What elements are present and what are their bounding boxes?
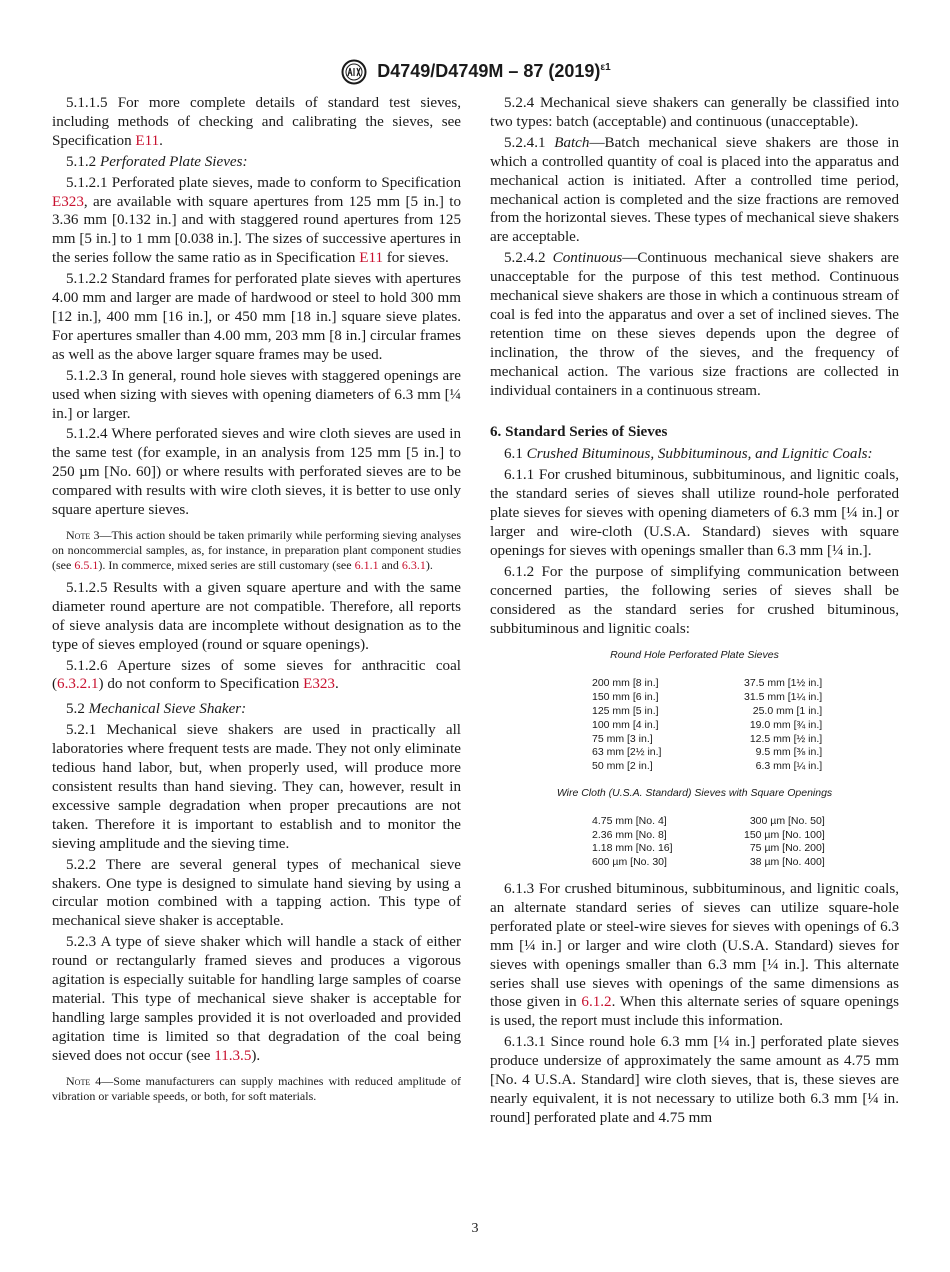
para-5-1-2-5: 5.1.2.5 Results with a given square aperture and with the same diameter round aperture are not compatible. Therefore, all reports of sieve analysis data are incomplete without designation as to the type of sieves employed (round or square openings). (52, 579, 461, 653)
right-column (490, 94, 899, 1130)
link-11-3-5[interactable]: 11.3.5 (214, 1047, 252, 1064)
astm-logo-icon (339, 59, 369, 85)
table-row (592, 691, 822, 705)
table-cell: 125 mm [5 in.] (592, 704, 659, 717)
table-row (592, 746, 822, 760)
table-cell: 50 mm [2 in.] (592, 760, 653, 773)
para-5-2-4: 5.2.4 Mechanical sieve shakers can generally be classified into two types: batch (acceptable) and continuous (unacceptable). (490, 95, 899, 130)
table-row (592, 856, 825, 870)
para-5-2-2: 5.2.2 There are several general types of mechanical sieve shakers. One type is designed to simulate hand sieving by using a circular motion combined with a tapping action. This type of mechanical sieve shaker is acceptable. (52, 856, 461, 930)
table-cell: 2.36 mm [No. 8] (592, 828, 667, 841)
page-header (0, 55, 950, 85)
table-cell: 75 µm [No. 200] (749, 842, 825, 855)
table-cell: 1.18 mm [No. 16] (592, 842, 673, 855)
table-cell: 4.75 mm [No. 4] (592, 814, 667, 827)
table-cell: 19.0 mm [¾ in.] (749, 718, 823, 731)
note-3: Note 3—This action should be taken primarily while performing sieving analyses on noncommercial samples, as, for instance, in preparation plant component studies (see 6.5.1). In commerce, mixed series are still customary (see 6.1.1 and 6.3.1). (52, 527, 461, 572)
designation-superscript: ε1 (600, 62, 611, 73)
link-6-1-1[interactable]: 6.1.1 (354, 557, 379, 572)
page-number: 3 (471, 1221, 479, 1236)
table-cell: 31.5 mm [1¼ in.] (744, 691, 823, 704)
table-cell: 12.5 mm [½ in.] (749, 732, 823, 745)
para-5-1-2-3: 5.1.2.3 In general, round hole sieves with staggered openings are used when sizing with sieves with opening diameters of 6.3 mm [¼ in.] or larger. (52, 367, 461, 422)
table-row (592, 719, 822, 733)
para-5-1-1-5: 5.1.1.5 For more complete details of standard test sieves, including methods of checking and calibrating the sieves, see Specification E11. (52, 95, 461, 149)
table-cell: 75 mm [3 in.] (592, 732, 653, 745)
table-cell: 25.0 mm [1 in.] (752, 704, 823, 717)
para-5-1-2-4: 5.1.2.4 Where perforated sieves and wire cloth sieves are used in the same test (for example, in an analysis from 125 mm [5 in.] to 250 µm [No. 60]) or where results with perforated sieves are to be compared with results with wire cloth sieves, it is better to use only square aperture sieves. (52, 426, 461, 519)
heading-5-1-2: 5.1.2 Perforated Plate Sieves: (66, 153, 248, 170)
table-cell: 38 µm [No. 400] (749, 856, 825, 869)
table1-title: Round Hole Perforated Plate Sieves (610, 649, 779, 662)
para-5-1-2-6: 5.1.2.6 Aperture sizes of some sieves for anthracitic coal (6.3.2.1) do not conform to Specification E323. (52, 657, 461, 693)
para-5-2-4-1: 5.2.4.1 Batch—Batch mechanical sieve shakers are those in which a controlled quantity of coal is placed into the apparatus and mechanical action is initiated. After a controlled time period, mechanical action is completed and the size fractions are removed from the horizontal sieves. These types of mechanical sieve shakers are acceptable. (490, 134, 899, 246)
link-6-3-2-1[interactable]: 6.3.2.1 (57, 676, 99, 693)
para-5-2-4-2: 5.2.4.2 Continuous—Continuous mechanical sieve shakers are unacceptable for the purpose of this test method. Continuous mechanical sieve shakers are those in which a continuous stream of coal is fed into the apparatus and over a set of inclined sieves. The retention time on these sieves depends upon the degree of inclination, the throw of the sieves, and the frequency of mechanical action. The various size fractions are collected in individual containers in a continuous stream. (490, 250, 899, 399)
para-5-2-3: 5.2.3 A type of sieve shaker which will handle a stack of either round or rectangularly framed sieves and produces a vigorous agitation is especially suitable for handling large samples of coarse material. This type of mechanical sieve shaker is acceptable for handling large samples provided it is not overloaded and provided agitation time is limited so that degradation of the coal being sieved does not occur (see 11.3.5). (52, 934, 461, 1064)
link-e11[interactable]: E11 (135, 132, 160, 149)
table-row (592, 760, 822, 774)
section-6-heading: 6. Standard Series of Sieves (490, 423, 668, 440)
table-cell: 63 mm [2½ in.] (592, 746, 662, 759)
para-5-1-2-1: 5.1.2.1 Perforated plate sieves, made to conform to Specification E323, are available with square apertures from 125 mm [5 in.] to 3.36 mm [0.132 in.] and with staggered round apertures from 125 mm [5 in.] to 1 mm [0.038 in.]. The sizes of successive apertures in the series follow the same ratio as in Specification E11 for sieves. (52, 174, 461, 267)
link-e11[interactable]: E11 (359, 250, 383, 267)
table-row (592, 815, 825, 829)
link-6-1-2[interactable]: 6.1.2 (581, 994, 612, 1011)
table-cell: 37.5 mm [1½ in.] (744, 677, 823, 690)
wire-cloth-sieves-table (592, 815, 825, 870)
para-6-1-3: 6.1.3 For crushed bituminous, subbituminous, and lignitic coals, an alternate standard series of sieves can utilize square-hole perforated plate or steel-wire sieves for sieves with openings of 6.3 mm [¼ in.] or larger and wire cloth (U.S.A. Standard) sieves for sieves with openings smaller than 6.3 mm [¼ in.]. This alternate series shall use sieves with openings of the same dimensions as those given in 6.1.2. When this alternate series of square openings is used, the report must include this information. (490, 881, 899, 1030)
table-cell: 150 mm [6 in.] (592, 691, 659, 704)
table-cell: 600 µm [No. 30] (592, 856, 667, 869)
designation: D4749/D4749M – 87 (2019) (377, 61, 601, 81)
link-6-5-1[interactable]: 6.5.1 (74, 557, 99, 572)
para-5-2-1: 5.2.1 Mechanical sieve shakers are used in practically all laboratories where frequent tests are made. They not only eliminate tedious hand labor, but, when properly used, will produce more consistent results than hand sieving. They can, however, result in excessive sample degradation when proper precautions are not taken. Therefore it is important to establish and to monitor the sieving amplitude and the sieving time. (52, 722, 461, 852)
table2-title: Wire Cloth (U.S.A. Standard) Sieves with Square Openings (556, 786, 833, 799)
table-row (592, 842, 825, 856)
table-row (592, 733, 822, 747)
para-6-1-3-1: 6.1.3.1 Since round hole 6.3 mm [¼ in.] perforated plate sieves produce undersize of approximately the same amount as 4.75 mm [No. 4 U.S.A. Standard] wire cloth sieves, that is, these sieves are nearly equivalent, it is not necessary to utilize both 6.3 mm [¼ in. round] perforated plate and 4.75 mm (490, 1034, 899, 1126)
para-6-1-1: 6.1.1 For crushed bituminous, subbituminous, and lignitic coals, the standard series of sieves shall utilize round-hole perforated plate sieves for sieves with opening diameters of 6.3 mm [¼ in.] or larger and wire-cloth (U.S.A. Standard) sieves with square openings for sieves with openings smaller than 6.3 mm [¼ in.]. (490, 467, 899, 559)
note-4: Note 4—Some manufacturers can supply machines with reduced amplitude of vibration or variable speeds, or both, for soft materials. (52, 1073, 461, 1103)
table-cell: 200 mm [8 in.] (592, 677, 659, 690)
table-row (592, 677, 822, 691)
table-row (592, 829, 825, 843)
para-6-1-2: 6.1.2 For the purpose of simplifying communication between concerned parties, the following series of sieves shall be considered as the standard series for crushed bituminous, subbituminous and lignitic coals: (490, 563, 899, 637)
round-hole-sieves-table (592, 677, 822, 774)
table-cell: 9.5 mm [⅜ in.] (755, 746, 823, 759)
heading-6-1: 6.1 Crushed Bituminous, Subbituminous, and Lignitic Coals: (504, 446, 873, 463)
table-cell: 6.3 mm [¼ in.] (755, 760, 823, 773)
link-e323[interactable]: E323 (303, 676, 335, 693)
para-5-1-2-2: 5.1.2.2 Standard frames for perforated plate sieves with apertures 4.00 mm and larger are made of hardwood or steel to hold 300 mm [12 in.], 400 mm [16 in.], or 450 mm [18 in.] square sieve plates. For apertures smaller than 4.00 mm, 203 mm [8 in.] circular frames as well as the above larger square frames may be used. (52, 271, 461, 363)
left-column (52, 94, 461, 1110)
heading-5-2: 5.2 Mechanical Sieve Shaker: (66, 701, 247, 718)
table-cell: 150 µm [No. 100] (744, 828, 825, 841)
link-e323[interactable]: E323 (52, 193, 84, 210)
table-cell: 100 mm [4 in.] (592, 718, 659, 731)
table-cell: 300 µm [No. 50] (749, 814, 825, 827)
table-row (592, 705, 822, 719)
link-6-3-1[interactable]: 6.3.1 (401, 557, 426, 572)
